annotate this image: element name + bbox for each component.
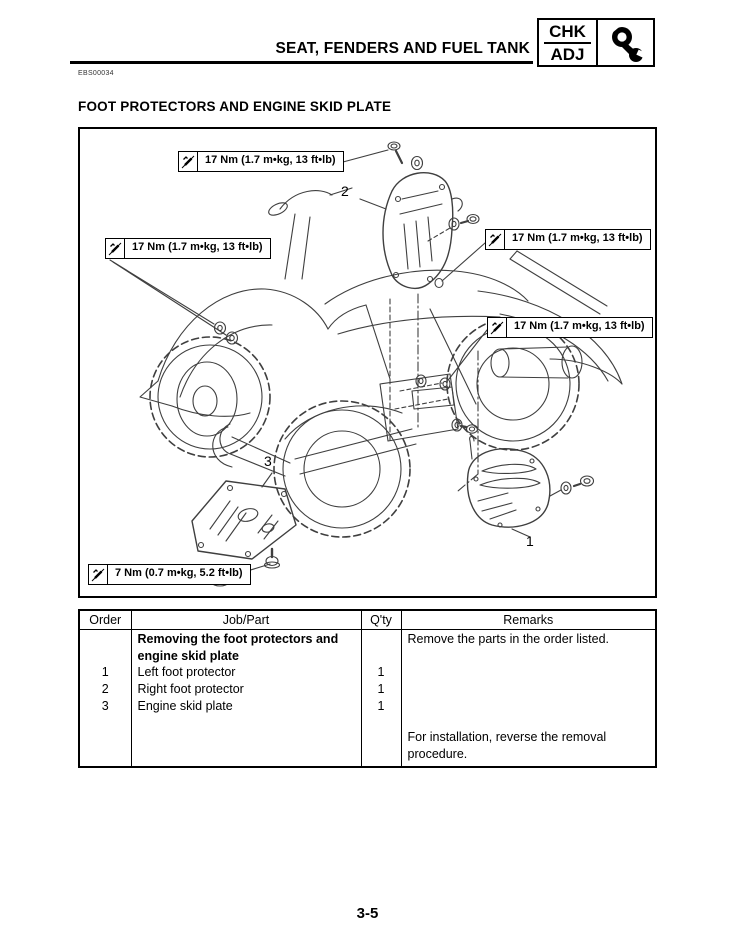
torque-wrench-icon [179, 152, 198, 171]
table-row [79, 664, 656, 681]
torque-value: 7 Nm (0.7 m•kg, 5.2 ft•lb) [115, 567, 243, 579]
torque-value: 17 Nm (1.7 m•kg, 13 ft•lb) [205, 154, 336, 166]
page-title: SEAT, FENDERS AND FUEL TANK [275, 40, 530, 57]
col-header-job: Job/Part [131, 610, 361, 630]
torque-wrench-icon [486, 230, 505, 249]
page-number: 3-5 [356, 905, 379, 922]
chapter-abbr [539, 20, 598, 65]
row-order: 3 [79, 698, 131, 715]
row-job: Engine skid plate [131, 698, 361, 715]
atv-exploded-drawing [80, 129, 655, 596]
wrench-icon [598, 20, 653, 65]
exploded-diagram-frame [78, 127, 657, 598]
row-qty: 1 [361, 698, 401, 715]
row-qty: 1 [361, 664, 401, 681]
header-rule [70, 61, 533, 64]
torque-label-bottom [88, 564, 251, 585]
torque-wrench-icon [106, 239, 125, 258]
row-order: 1 [79, 664, 131, 681]
torque-wrench-icon [89, 565, 108, 584]
torque-label-right-lower [487, 317, 653, 338]
row-order: 2 [79, 681, 131, 698]
col-header-order: Order [79, 610, 131, 630]
chapter-abbr-bottom: ADJ [550, 45, 585, 64]
table-row [79, 698, 656, 715]
row-job: Right foot protector [131, 681, 361, 698]
part-callout-3: 3 [264, 453, 272, 469]
row-job: Left foot protector [131, 664, 361, 681]
torque-value: 17 Nm (1.7 m•kg, 13 ft•lb) [514, 320, 645, 332]
intro-remark: Remove the parts in the order listed. [401, 630, 656, 665]
torque-wrench-icon [488, 318, 507, 337]
torque-label-right-upper [485, 229, 651, 250]
table-closing-row [79, 715, 656, 767]
part-callout-1: 1 [526, 533, 534, 549]
part-callout-2: 2 [341, 183, 349, 199]
section-heading: FOOT PROTECTORS AND ENGINE SKID PLATE [78, 99, 392, 114]
table-intro-row [79, 630, 656, 665]
chapter-abbr-top: CHK [544, 22, 591, 44]
parts-table [78, 609, 657, 768]
section-code: EBS00034 [78, 70, 114, 77]
closing-remark: For installation, reverse the removal procedure. [401, 715, 656, 767]
torque-value: 17 Nm (1.7 m•kg, 13 ft•lb) [132, 241, 263, 253]
job-group-title: Removing the foot protectors and engine skid plate [131, 630, 361, 665]
torque-label-left [105, 238, 271, 259]
table-row [79, 681, 656, 698]
table-header-row [79, 610, 656, 630]
chapter-badge [537, 18, 655, 67]
col-header-remarks: Remarks [401, 610, 656, 630]
col-header-qty: Q'ty [361, 610, 401, 630]
torque-value: 17 Nm (1.7 m•kg, 13 ft•lb) [512, 232, 643, 244]
row-qty: 1 [361, 681, 401, 698]
torque-label-top [178, 151, 344, 172]
